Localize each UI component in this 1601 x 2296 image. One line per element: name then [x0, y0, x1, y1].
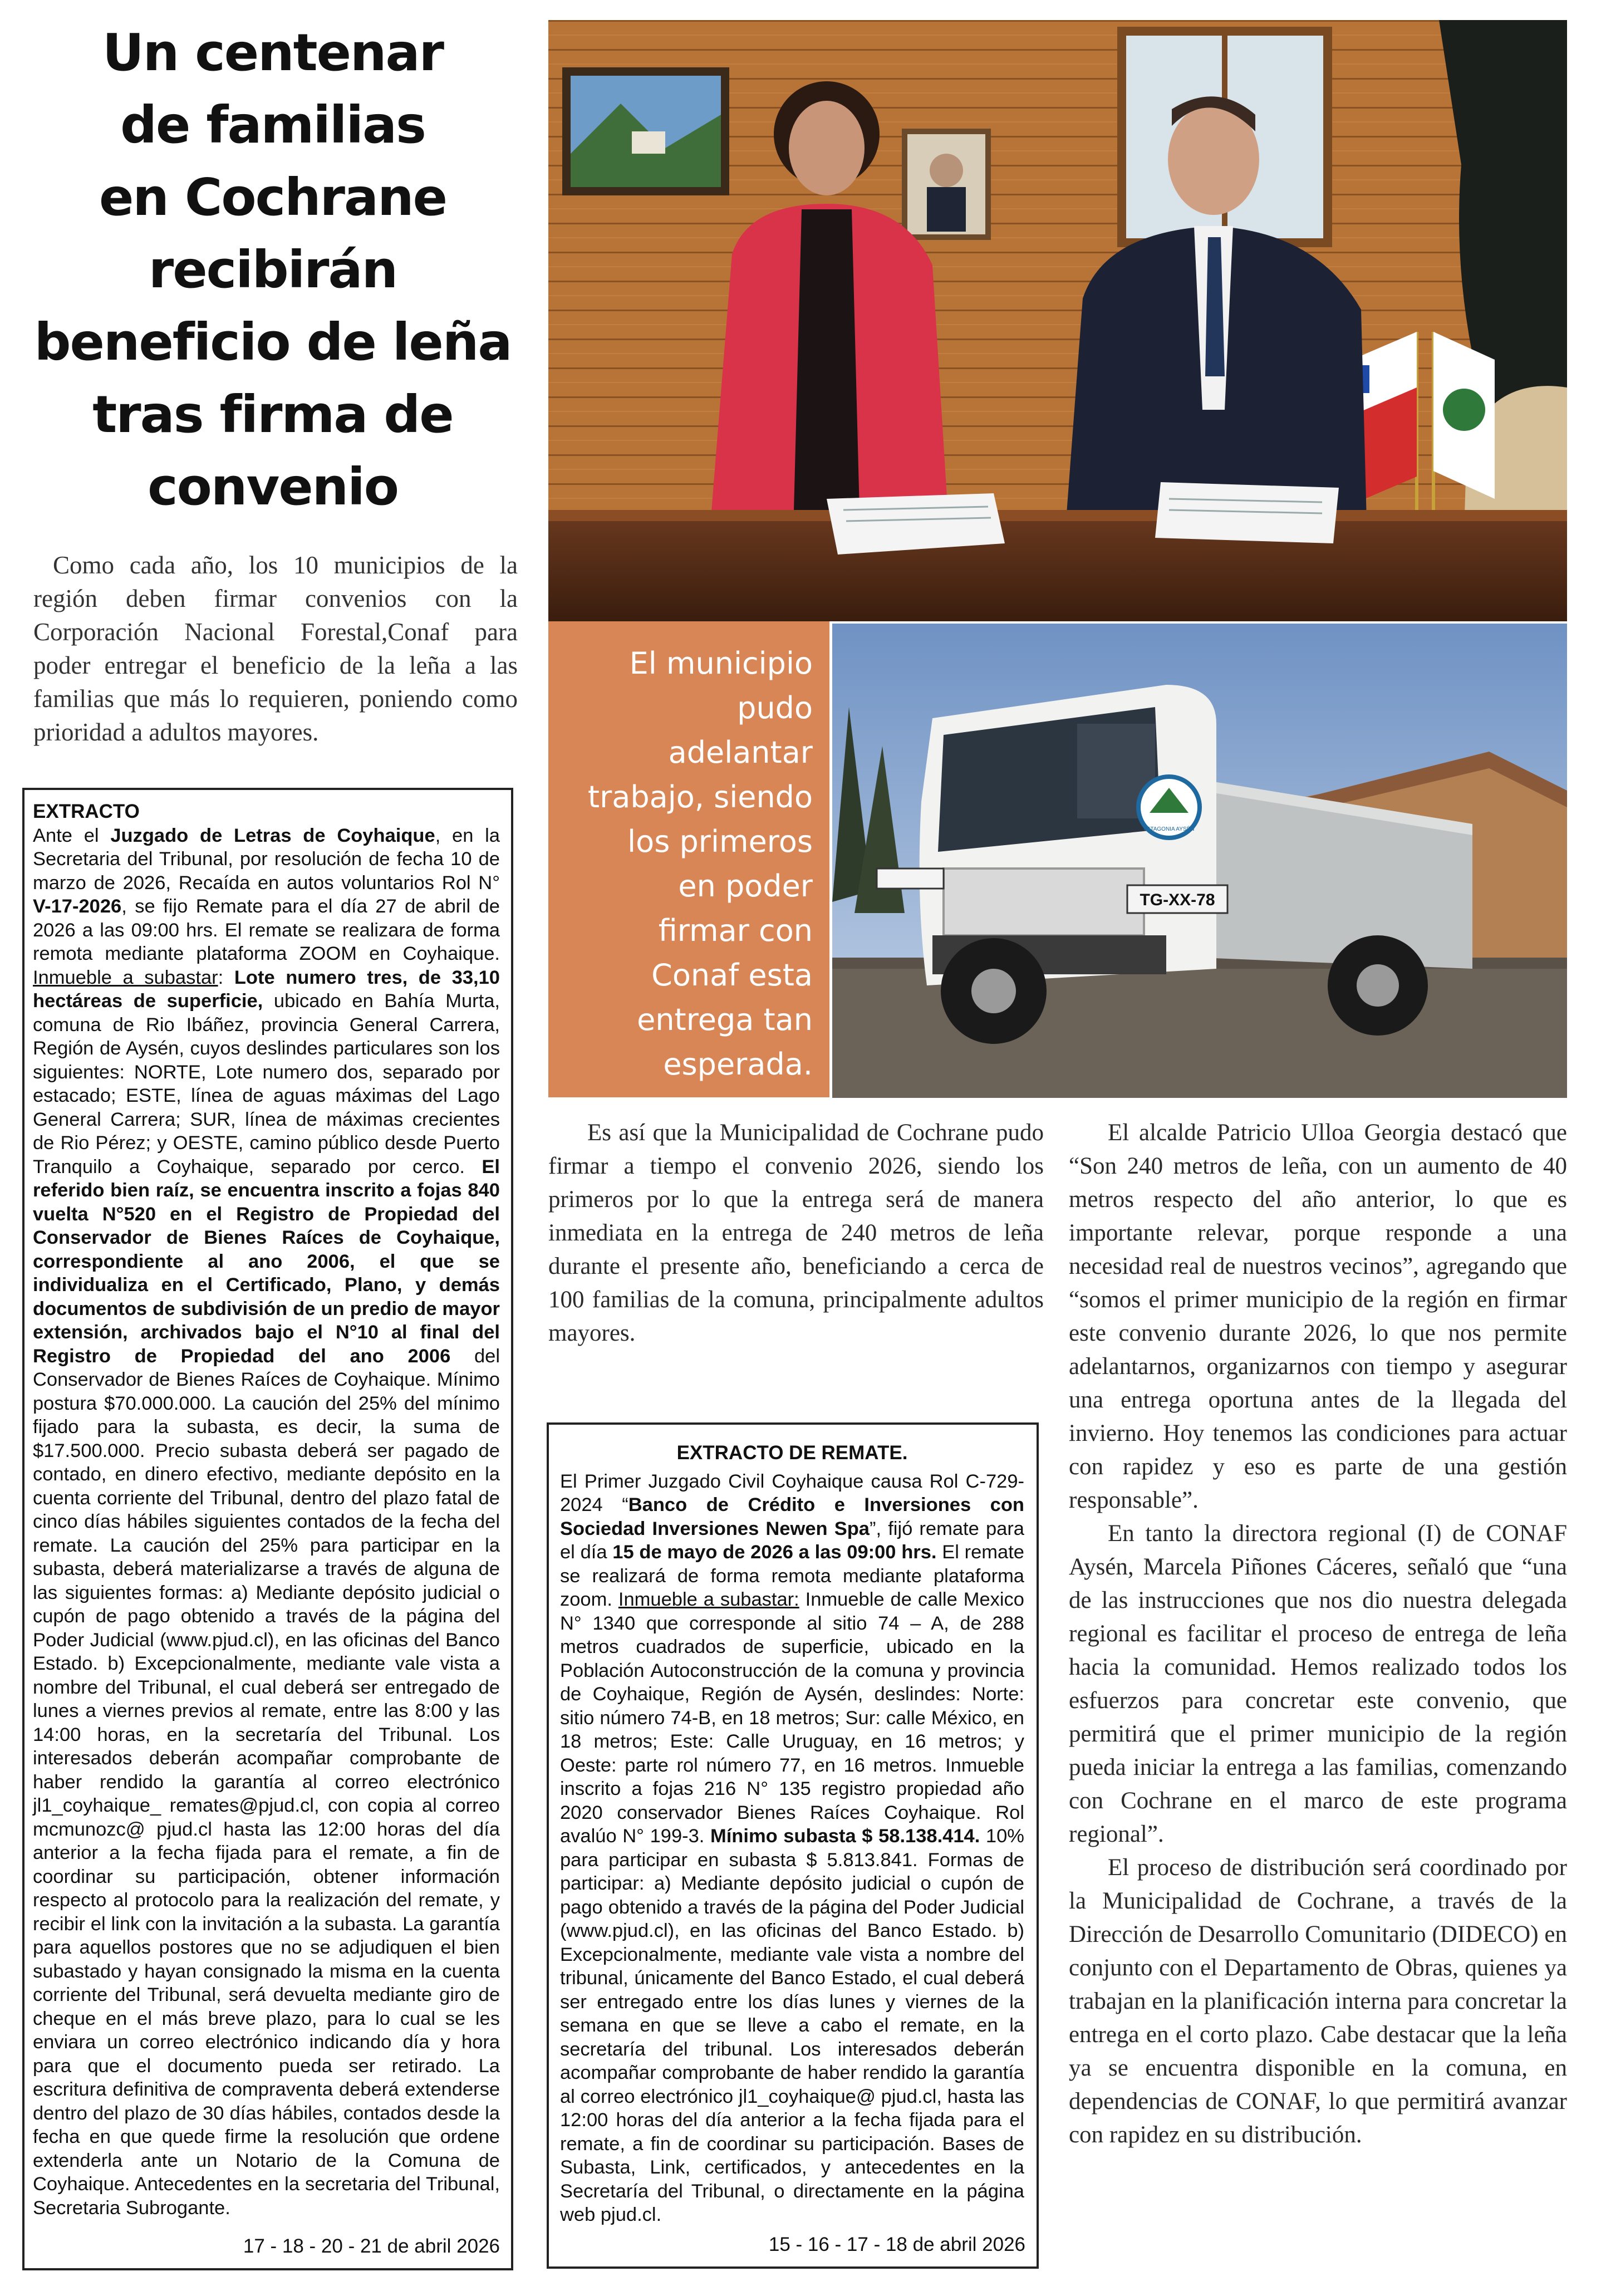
truck-badge-text: PATAGONIA AYSÉN [1143, 826, 1195, 832]
article-paragraph: Es así que la Municipalidad de Cochrane pudo firmar a tiempo el convenio 2026, siendo los primeros por lo que la entrega será de manera inmediata en la entrega de 240 metros de leña durante el presente año, beneficiando a cerca de 100 familias de la comuna, principalmente adultos mayores. [548, 1120, 1044, 1346]
article-body-right [1069, 1116, 1567, 2152]
notice-title: EXTRACTO DE REMATE. [676, 1442, 908, 1464]
pull-quote-line: entrega tan [637, 1002, 813, 1037]
truck-plate: TG-XX-78 [1140, 891, 1215, 909]
headline [22, 17, 523, 523]
article-paragraph: El proceso de distribución será coordinado por la Municipalidad de Cochrane, a través de la Dirección de Desarrollo Comunitario (DIDECO) en conjunto con el Departamento de Obras, quienes ya trabajan en la planificación interna para concretar la entrega en el corto plazo. Cabe destacar que la leña ya se encuentra disponible en la comuna, en dependencias de CONAF, lo que permitirá avanzar con rapidez en su distribución. [1069, 1855, 1567, 2148]
headline-line: beneficio de leña [34, 312, 512, 372]
pull-quote-line: adelantar [668, 735, 813, 770]
pull-quote-line: firmar con [658, 913, 813, 948]
pull-quote-line: El municipio [629, 646, 813, 681]
intro-paragraph: Como cada año, los 10 municipios de la región deben firmar convenios con la Corporación Nacional Forestal,Conaf para poder entregar el beneficio de la leña a las familias que más lo requieren, poniendo como prioridad a adultos mayores. [33, 551, 518, 746]
notice-dates: 17 - 18 - 20 - 21 de abril 2026 [243, 2235, 500, 2257]
pull-quote-line: pudo [737, 690, 813, 725]
notice-dates: 15 - 16 - 17 - 18 de abril 2026 [768, 2233, 1025, 2255]
pull-quote-line: los primeros [627, 824, 813, 859]
truck-photo-illustration [832, 624, 1567, 1098]
headline-line: convenio [148, 457, 398, 517]
pull-quote-line: trabajo, siendo [587, 779, 813, 815]
article-paragraph: En tanto la directora regional (I) de CONAF Aysén, Marcela Piñones Cáceres, señaló que “una de las instrucciones que nos dio nuestra delegada regional es facilitar el proceso de entrega de leña hacia la comunidad. Hemos realizado todos los esfuerzos para concretar este convenio, que permitirá que el primer municipio de la región pueda iniciar la entrega a las familias, comenzando con Cochrane en el marco de este programa regional”. [1069, 1520, 1567, 1847]
truck-photo [832, 624, 1567, 1098]
headline-line: tras firma de [92, 385, 453, 444]
pull-quote-box [548, 621, 829, 1097]
article-body-middle [548, 1116, 1044, 1350]
pull-quote-line: esperada. [663, 1047, 813, 1082]
headline-line: de familias [120, 95, 425, 155]
pull-quote-line: Conaf esta [651, 958, 813, 993]
headline-line: en Cochrane [99, 168, 447, 227]
notice-body: Ante el Juzgado de Letras de Coyhaique, en la Secretaria del Tribunal, por resolución de fecha 10 de marzo de 2026, Recaída en autos voluntarios Rol N° V-17-2026, se fijo Remate para el día 27 de abril de 2026 a las 09:00 hrs. El remate se realizara de forma remota mediante plataforma ZOOM en Coyhaique. Inmueble a subastar: Lote numero tres, de 33,10 hectáreas de superficie, ubicado en Bahía Murta, comuna de Rio Ibáñez, provincia General Carrera, Región de Aysén, cuyos deslindes particulares son los siguientes: NORTE, Lote numero dos, separado por estacado; ESTE, línea de aguas máximas del Lago General Carrera; SUR, línea de máximas crecientes de Rio Pérez; y OESTE, camino público desde Puerto Tranquilo a Coyhaique, separado por cerco. El referido bien raíz, se encuentra inscrito a fojas 840 vuelta N°520 en el Registro de Propiedad del Conservador de Bienes Raíces de Coyhaique, correspondiente al ano 2006, el que se individualiza en el Certificado, Plano, y demás documentos de subdivisión de un predio de mayor extensión, archivados bajo el N°10 al final del Registro de Propiedad del ano 2006 del Conservador de Bienes Raíces de Coyhaique. Mínimo postura $70.000.000. La caución del 25% del mínimo fijado para la subasta, es decir, la suma de $17.500.000. Precio subasta deberá ser pagado de contado, en dinero efectivo, mediante depósito en la cuenta corriente del Tribunal, dentro del plazo fatal de cinco días hábiles siguientes contados de la fecha del remate. La caución del 25% para participar en la subasta, deberá materializarse a través de alguna de las siguientes formas: a) Mediante depósito judicial o cupón de pago obtenido a través de la página del Poder Judicial (www.pjud.cl), en las oficinas del Banco Estado. b) Excepcionalmente, mediante vale vista a nombre del Tribunal, el cual deberá ser entregado de lunes a viernes previos al remate, entre las 8:00 y las 14:00 horas, en la secretaría del Tribunal. Los interesados deberán acompañar comprobante de haber rendido la garantía al correo electrónico jl1_coyhaique_ remates@pjud.cl, con copia al correo mcmunozc@ pjud.cl hasta las 12:00 horas del día anterior a la fecha fijada para el remate, a fin de coordinar su participación, obtener información respecto al protocolo para la realización del remate, y recibir el link con la invitación a la subasta. La garantía para aquellos postores que no se adjudiquen el bien subastado y hayan consignado la misma en la cuenta corriente del Tribunal, será devuelta mediante giro de cheque en el más breve plazo, para lo cual se les enviara un correo electrónico indicando día y hora para que el documento pueda ser retirado. La escritura definitiva de compraventa deberá extenderse dentro del plazo de 30 días hábiles, contados desde la fecha en que quede firme la resolución que ordene extenderla ante un Notario de la Comuna de Coyhaique. Antecedentes en la secretaria del Tribunal, Secretaria Subrogante. [33, 825, 500, 2219]
headline-line: Un centenar [102, 23, 443, 82]
notice-body: El Primer Juzgado Civil Coyhaique causa Rol C-729-2024 “Banco de Crédito e Inversiones con Sociedad Inversiones Newen Spa”, fijó remate para el día 15 de mayo de 2026 a las 09:00 hrs. El remate se realizará de forma remota mediante plataforma zoom. Inmueble a subastar: Inmueble de calle Mexico N° 1340 que corresponde al sitio 74 – A, de 288 metros cuadrados de superficie, ubicado en la Población Autoconstrucción de la comuna y provincia de Coyhaique, Región de Aysén, deslindes: Norte: sitio número 74-B, en 18 metros; Sur: calle México, en 18 metros; Este: Calle Uruguay, en 16 metros; y Oeste: parte rol número 77, en 16 metros. Inmueble inscrito a fojas 216 N° 135 registro propiedad año 2020 conservador Bienes Raíces Coyhaique. Rol avalúo N° 199-3. Mínimo subasta $ 58.138.414. 10% para participar en subasta $ 5.813.841. Formas de participar: a) Mediante depósito judicial o cupón de pago obtenido a través de la página del Poder Judicial (www.pjud.cl), en las oficinas del Banco Estado. b) Excepcionalmente, mediante vale vista a nombre del tribunal, únicamente del Banco Estado, el cual deberá ser entregado entre los días lunes y viernes de la semana en que se lleve a cabo el remate, en la secretaría del tribunal. Los interesados deberán acompañar comprobante de haber rendido la garantía al correo electrónico jl1_coyhaique@ pjud.cl, hasta las 12:00 horas del día anterior a la fecha fijada para el remate, a fin de coordinar su participación. Bases de Subasta, Link, certificados, y antecedentes en la Secretaría del Tribunal, o directamente en la página web pjud.cl. [560, 1470, 1024, 2225]
notice-title: EXTRACTO [33, 801, 140, 822]
signing-photo [548, 20, 1567, 621]
legal-notice-extracto [22, 788, 513, 2270]
pull-quote-line: en poder [678, 869, 813, 904]
headline-line: recibirán [148, 240, 397, 300]
article-paragraph: El alcalde Patricio Ulloa Georgia destacó que “Son 240 metros de leña, con un aumento de 40 metros respecto del año anterior, lo que es importante relevar, porque responde a una necesidad real de nuestros vecinos”, agregando que “somos el primer municipio de la región en firmar este convenio durante 2026, lo que nos permite adelantarnos, organizarnos con tiempo y asegurar una entrega oportuna antes de la llegada del invierno. Hoy tenemos las condiciones para actuar con rapidez y eso es parte de una gestión responsable”. [1069, 1120, 1567, 1513]
legal-notice-extracto-remate [547, 1422, 1039, 2269]
signing-photo-illustration [548, 20, 1567, 621]
